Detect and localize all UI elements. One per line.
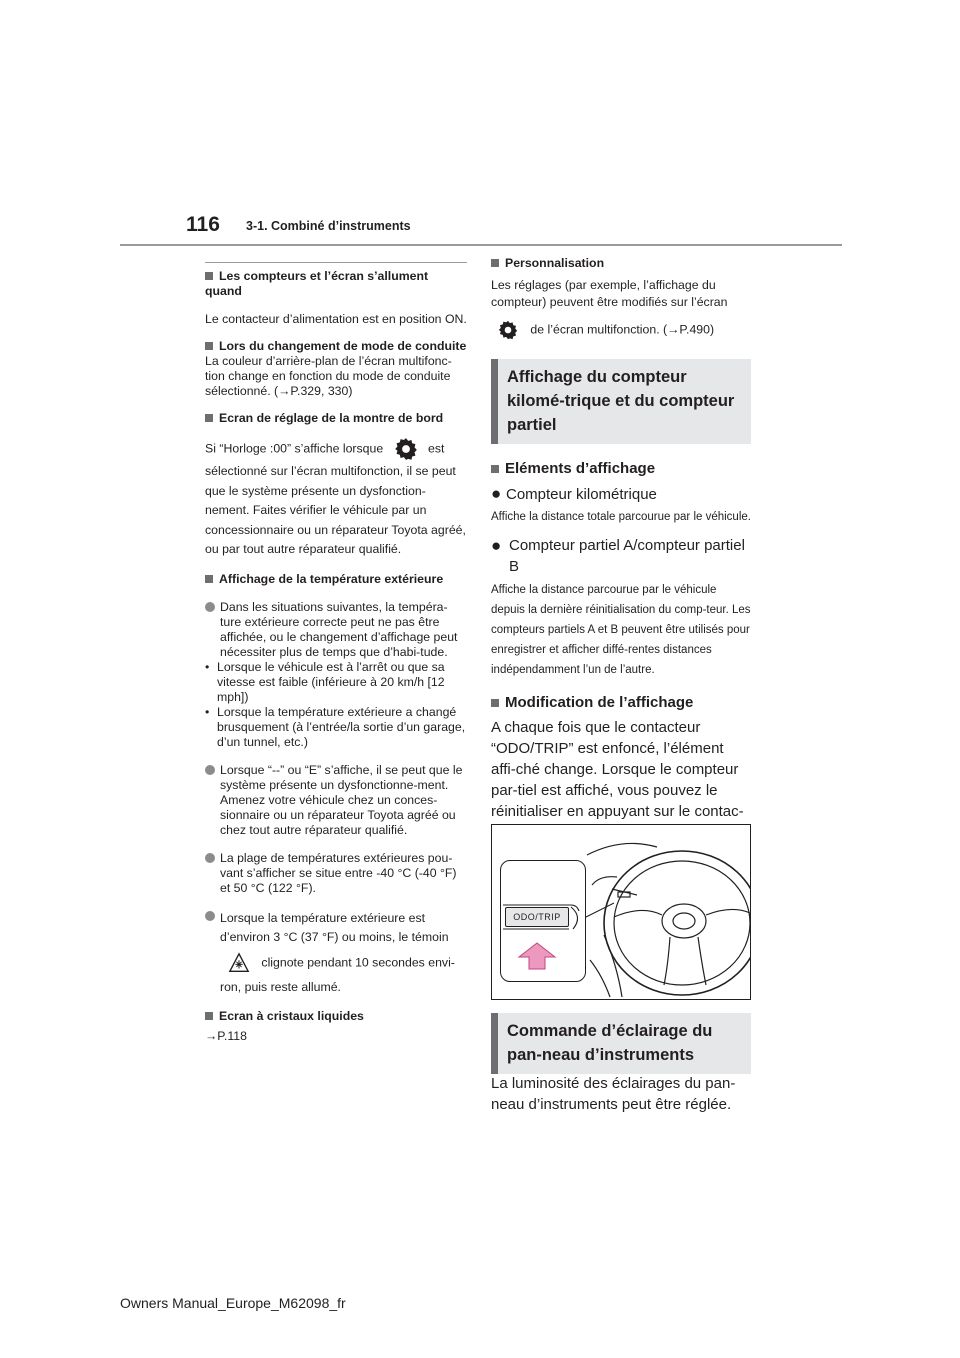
sub-bullet-item: • Lorsque la température extérieure a changé brusquement (à l’entrée/la sortie d’un garage, d’un tunnel, etc.): [205, 704, 466, 749]
section-title-lcd: Ecran à cristaux liquides: [205, 1009, 467, 1024]
inset-zoom-box: [500, 860, 586, 982]
section-title-personnalisation: Personnalisation: [491, 256, 751, 271]
header-rule: [120, 244, 842, 246]
dot-bullet-icon: ●: [491, 536, 502, 555]
odo-trip-button[interactable]: ODO/TRIP: [505, 907, 569, 927]
paragraph-lighting: La luminosité des éclairages du pan-neau d’instruments peut être réglée.: [491, 1075, 736, 1113]
bullet-text: Lorsque la température extérieure est d’environ 3 °C (37 °F) ou moins, le témoin: [220, 910, 449, 944]
circle-bullet-icon: [205, 911, 215, 921]
press-arrow-icon: [517, 941, 557, 971]
bullet-text-more: Amenez votre véhicule chez un conces-sionnaire ou un réparateur Toyota agréé ou chez tout autre réparateur qualifié.: [220, 792, 456, 837]
dot-bullet-icon: ●: [491, 484, 506, 503]
item-text-trip: Affiche la distance parcourue par le véhicule depuis la dernière réinitialisation du comp-teur. Les compteurs partiels A et B peuvent être utilisés pour enregistrer et afficher diffé-rentes distances indépendamment l’un de l’autre.: [491, 584, 751, 676]
square-bullet-icon: [491, 259, 499, 267]
page-reference-link[interactable]: →P.118: [205, 1029, 247, 1043]
frost-warning-icon: [228, 952, 250, 974]
bullet-text: Lorsque “--” ou “E” s’affiche, il se peut que le système présente un dysfonctionne-ment.: [220, 762, 463, 792]
gear-icon: [497, 319, 519, 341]
bullet-item: [205, 909, 467, 998]
square-bullet-icon: [205, 575, 213, 583]
square-bullet-icon: [205, 414, 213, 422]
square-bullet-icon: [205, 1012, 213, 1020]
section-box-lighting: Commande d’éclairage du pan-neau d’instruments: [491, 1013, 751, 1074]
sub-bullet-text: Lorsque le véhicule est à l’arrêt ou que sa vitesse est faible (inférieure à 20 km/h [12 mph]): [217, 659, 445, 704]
item-title-odometer: ● Compteur kilométrique: [491, 484, 657, 503]
paragraph-modification: A chaque fois que le contacteur “ODO/TRIP” est enfoncé, l’élément affi-ché change. Lorsque le compteur par-tiel est affiché, vous pouvez le réinitialiser en appuyant sur le contac-: [491, 719, 744, 820]
bullet-text: La plage de températures extérieures pou-vant s’afficher se situe entre -40 °C (-40 °F) et 50 °C (122 °F).: [220, 850, 457, 895]
bullet-text: Dans les situations suivantes, la tempéra-ture extérieure correcte peut ne pas être affichée, ou le changement d’affichage peut nécessiter plus de temps que d’habi-tude.: [220, 599, 458, 659]
sub-bullet-text: Lorsque la température extérieure a changé brusquement (à l’entrée/la sortie d’un garage, d’un tunnel, etc.): [217, 704, 466, 749]
section-title-mode: Lors du changement de mode de conduite: [205, 339, 467, 354]
item-title-trip: ● Compteur partiel A/compteur partiel B: [491, 536, 745, 575]
section-title-montre: Ecran de réglage de la montre de bord: [205, 411, 467, 426]
paragraph-personnalisation: Les réglages (par exemple, l’affichage du compteur) peuvent être modifiés sur l’écran: [491, 278, 728, 309]
paragraph-montre-b: sélectionné sur l’écran multifonction, il se peut que le système présente un dysfonction-nement. Faites vérifier le véhicule par un concessionnaire ou un réparateur Toyota agréé, ou par tout autre réparateur qualifié.: [205, 464, 466, 556]
circle-bullet-icon: [205, 853, 215, 863]
left-top-rule: [205, 262, 467, 263]
page-number: 116: [186, 213, 220, 236]
bullet-item: [205, 763, 467, 838]
sub-bullet-item: • Lorsque le véhicule est à l’arrêt ou que sa vitesse est faible (inférieure à 20 km/h [12 mph]): [205, 660, 467, 705]
square-bullet-icon: [205, 342, 213, 350]
paragraph-montre-a: Si “Horloge :00” s’affiche lorsque est: [205, 436, 467, 462]
gear-icon: [393, 436, 419, 462]
footer-text: Owners Manual_Europe_M62098_fr: [120, 1295, 346, 1311]
paragraph-personnalisation-icon: de l’écran multifonction. (→P.490): [491, 319, 751, 341]
section-title-temperature: Affichage de la température extérieure: [205, 572, 467, 587]
bullet-item: [205, 851, 467, 896]
steering-wheel-illustration: [491, 824, 751, 1000]
bullet-text-end: ron, puis reste allumé.: [220, 979, 341, 994]
section-title-elements: Eléments d’affichage: [491, 458, 751, 479]
right-column: [491, 256, 751, 843]
bullet-item: [205, 600, 467, 660]
section-title-modification: Modification de l’affichage: [491, 692, 751, 713]
circle-bullet-icon: [205, 602, 215, 612]
paragraph-allumage: Le contacteur d’alimentation est en position ON.: [205, 312, 467, 326]
section-box-odometer: Affichage du compteur kilomé-trique et du compteur partiel: [491, 359, 751, 444]
item-text-odometer: Affiche la distance totale parcourue par le véhicule.: [491, 511, 751, 523]
bullet-text-icon-line: clignote pendant 10 secondes envi-: [220, 952, 467, 974]
paragraph-mode: La couleur d’arrière-plan de l’écran multifonc-tion change en fonction du mode de conduite sélectionné. (→P.329, 330): [205, 354, 452, 398]
circle-bullet-icon: [205, 765, 215, 775]
square-bullet-icon: [205, 272, 213, 280]
section-title-allumage: Les compteurs et l’écran s’allument quand: [205, 269, 429, 298]
chapter-title: 3-1. Combiné d’instruments: [246, 219, 411, 233]
left-column: [205, 262, 467, 1044]
square-bullet-icon: [491, 465, 499, 473]
square-bullet-icon: [491, 699, 499, 707]
